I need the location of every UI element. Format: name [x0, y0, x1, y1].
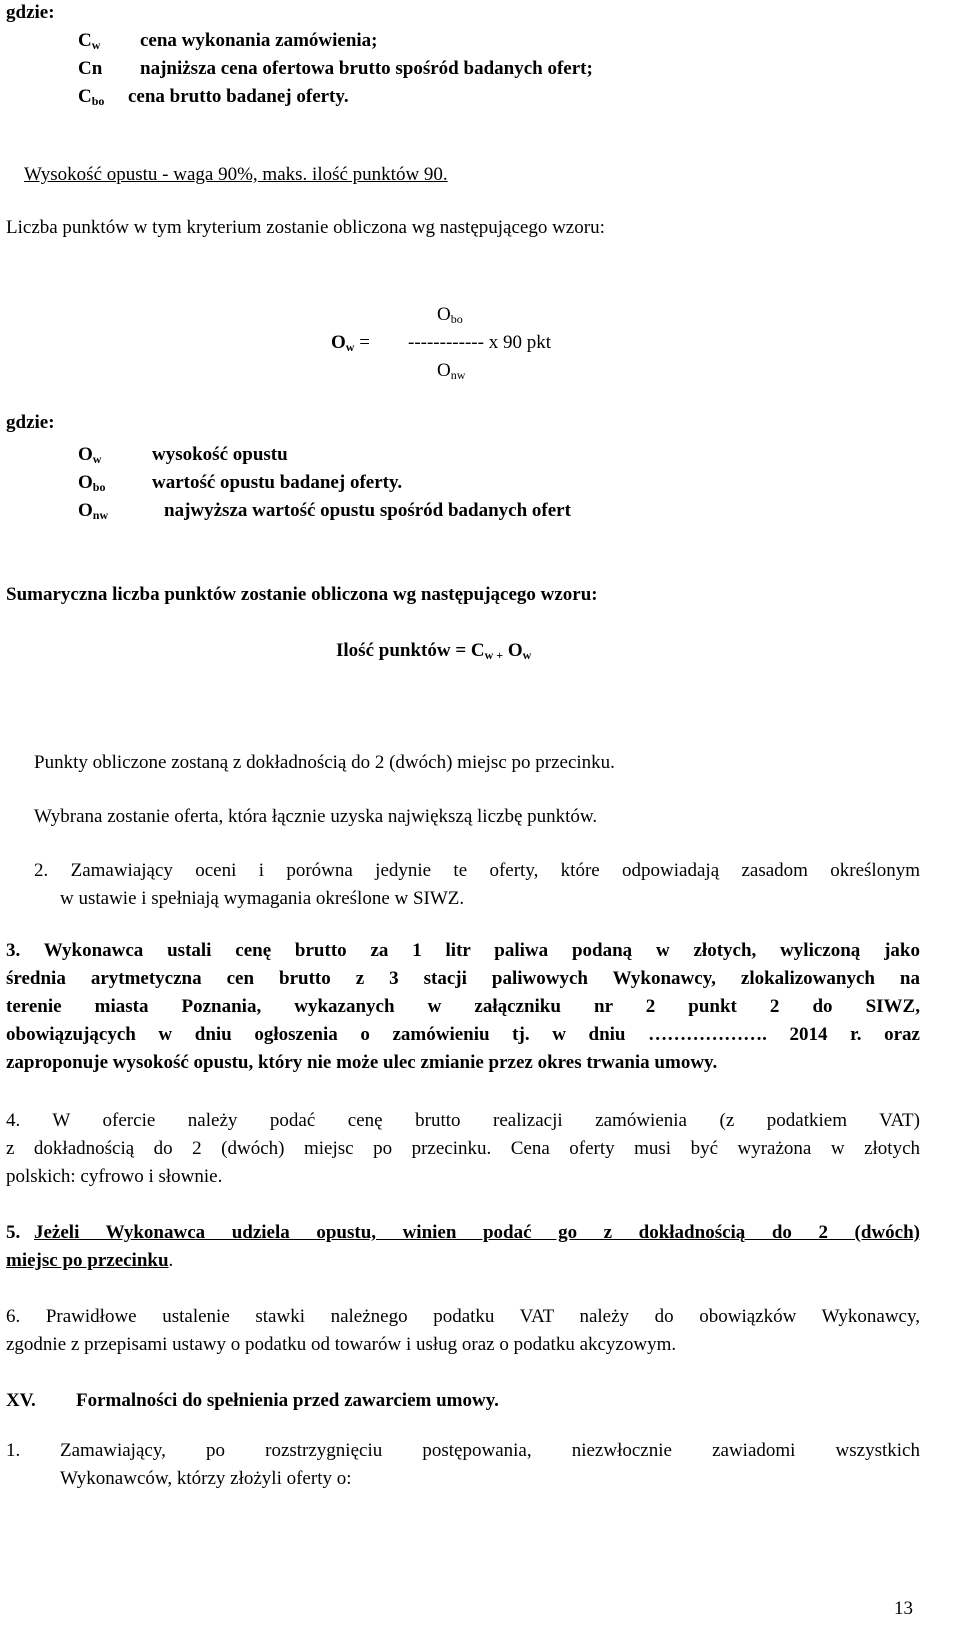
section-item-1-line-2: Wykonawców, którzy złożyli oferty o:: [60, 1468, 352, 1489]
para-6-line-1: 6. Prawidłowe ustalenie stawki należnego podatku VAT należy do obowiązków Wykonawcy,: [6, 1306, 920, 1327]
def-desc-onw: najwyższa wartość opustu spośród badanych ofert: [164, 500, 571, 521]
gdzie-label-discount: gdzie:: [6, 412, 55, 433]
para-3-line-5: zaproponuje wysokość opustu, który nie może ulec zmianie przez okres trwania umowy.: [6, 1052, 718, 1073]
para-4-line-3: polskich: cyfrowo i słownie.: [6, 1166, 223, 1187]
discount-heading: Wysokość opustu - waga 90%, maks. ilość punktów 90.: [24, 164, 448, 185]
summary-heading: Sumaryczna liczba punktów zostanie obliczona wg następującego wzoru:: [6, 584, 598, 605]
def-desc-cbo: cena brutto badanej oferty.: [128, 86, 349, 107]
formula-numerator: $O_{bo}$: [437, 304, 463, 326]
def-symbol-onw: $O_{nw}$: [78, 500, 109, 522]
para-2-line-2: w ustawie i spełniają wymagania określone w SIWZ.: [60, 888, 465, 909]
def-desc-cn: najniższa cena ofertowa brutto spośród badanych ofert;: [140, 58, 593, 79]
formula-fraction-line: ------------ x 90 pkt: [408, 332, 551, 353]
def-symbol-ow: $O_w$: [78, 444, 102, 466]
def-symbol-cw: $C_w$: [78, 30, 101, 52]
page-number: 13: [894, 1598, 913, 1619]
para-5-line-1: Jeżeli Wykonawca udziela opustu, winien podać go z dokładnością do 2 (dwóch): [34, 1222, 920, 1243]
section-title: Formalności do spełnienia przed zawarciem umowy.: [76, 1390, 499, 1411]
section-item-1-line-1: Zamawiający, po rozstrzygnięciu postępowania, niezwłocznie zawiadomi wszystkich: [60, 1440, 920, 1461]
formula-denominator: $O_{nw}$: [437, 360, 466, 382]
para-5-line-2: miejsc po przecinku.: [6, 1250, 174, 1271]
para-3-line-4: obowiązujących w dniu ogłoszenia o zamówieniu tj. w dniu ………………. 2014 r. oraz: [6, 1024, 920, 1045]
para-5-number: 5.: [6, 1222, 21, 1243]
def-desc-ow: wysokość opustu: [152, 444, 288, 465]
para-4-line-2: z dokładnością do 2 (dwóch) miejsc po przecinku. Cena oferty musi być wyrażona w złotych: [6, 1138, 920, 1159]
def-symbol-cn: Cn: [78, 58, 103, 79]
para-6-line-2: zgodnie z przepisami ustawy o podatku od towarów i usług oraz o podatku akcyzowym.: [6, 1334, 677, 1355]
def-desc-cw: cena wykonania zamówienia;: [140, 30, 378, 51]
discount-intro: Liczba punktów w tym kryterium zostanie obliczona wg następującego wzoru:: [6, 217, 605, 238]
section-item-1-number: 1.: [6, 1440, 21, 1461]
formula-lhs: $O_w$ =: [331, 332, 370, 354]
summary-formula: Ilość punktów = $C_{w +}$ $O_w$: [336, 640, 532, 662]
summary-winner: Wybrana zostanie oferta, która łącznie uzyska największą liczbę punktów.: [34, 806, 598, 827]
summary-precision: Punkty obliczone zostaną z dokładnością do 2 (dwóch) miejsc po przecinku.: [34, 752, 615, 773]
gdzie-label-top: gdzie:: [6, 2, 55, 23]
section-number: XV.: [6, 1390, 36, 1411]
para-3-line-1: 3. Wykonawca ustali cenę brutto za 1 litr paliwa podaną w złotych, wyliczoną jako: [6, 940, 920, 961]
def-symbol-obo: $O_{bo}$: [78, 472, 106, 494]
para-3-line-3: terenie miasta Poznania, wykazanych w załączniku nr 2 punkt 2 do SIWZ,: [6, 996, 920, 1017]
para-4-line-1: 4. W ofercie należy podać cenę brutto realizacji zamówienia (z podatkiem VAT): [6, 1110, 920, 1131]
def-symbol-cbo: $C_{bo}$: [78, 86, 105, 108]
def-desc-obo: wartość opustu badanej oferty.: [152, 472, 403, 493]
para-2-line-1: 2. Zamawiający oceni i porówna jedynie te oferty, które odpowiadają zasadom określonym: [34, 860, 920, 881]
para-3-line-2: średnia arytmetyczna cen brutto z 3 stacji paliwowych Wykonawcy, zlokalizowanych na: [6, 968, 920, 989]
